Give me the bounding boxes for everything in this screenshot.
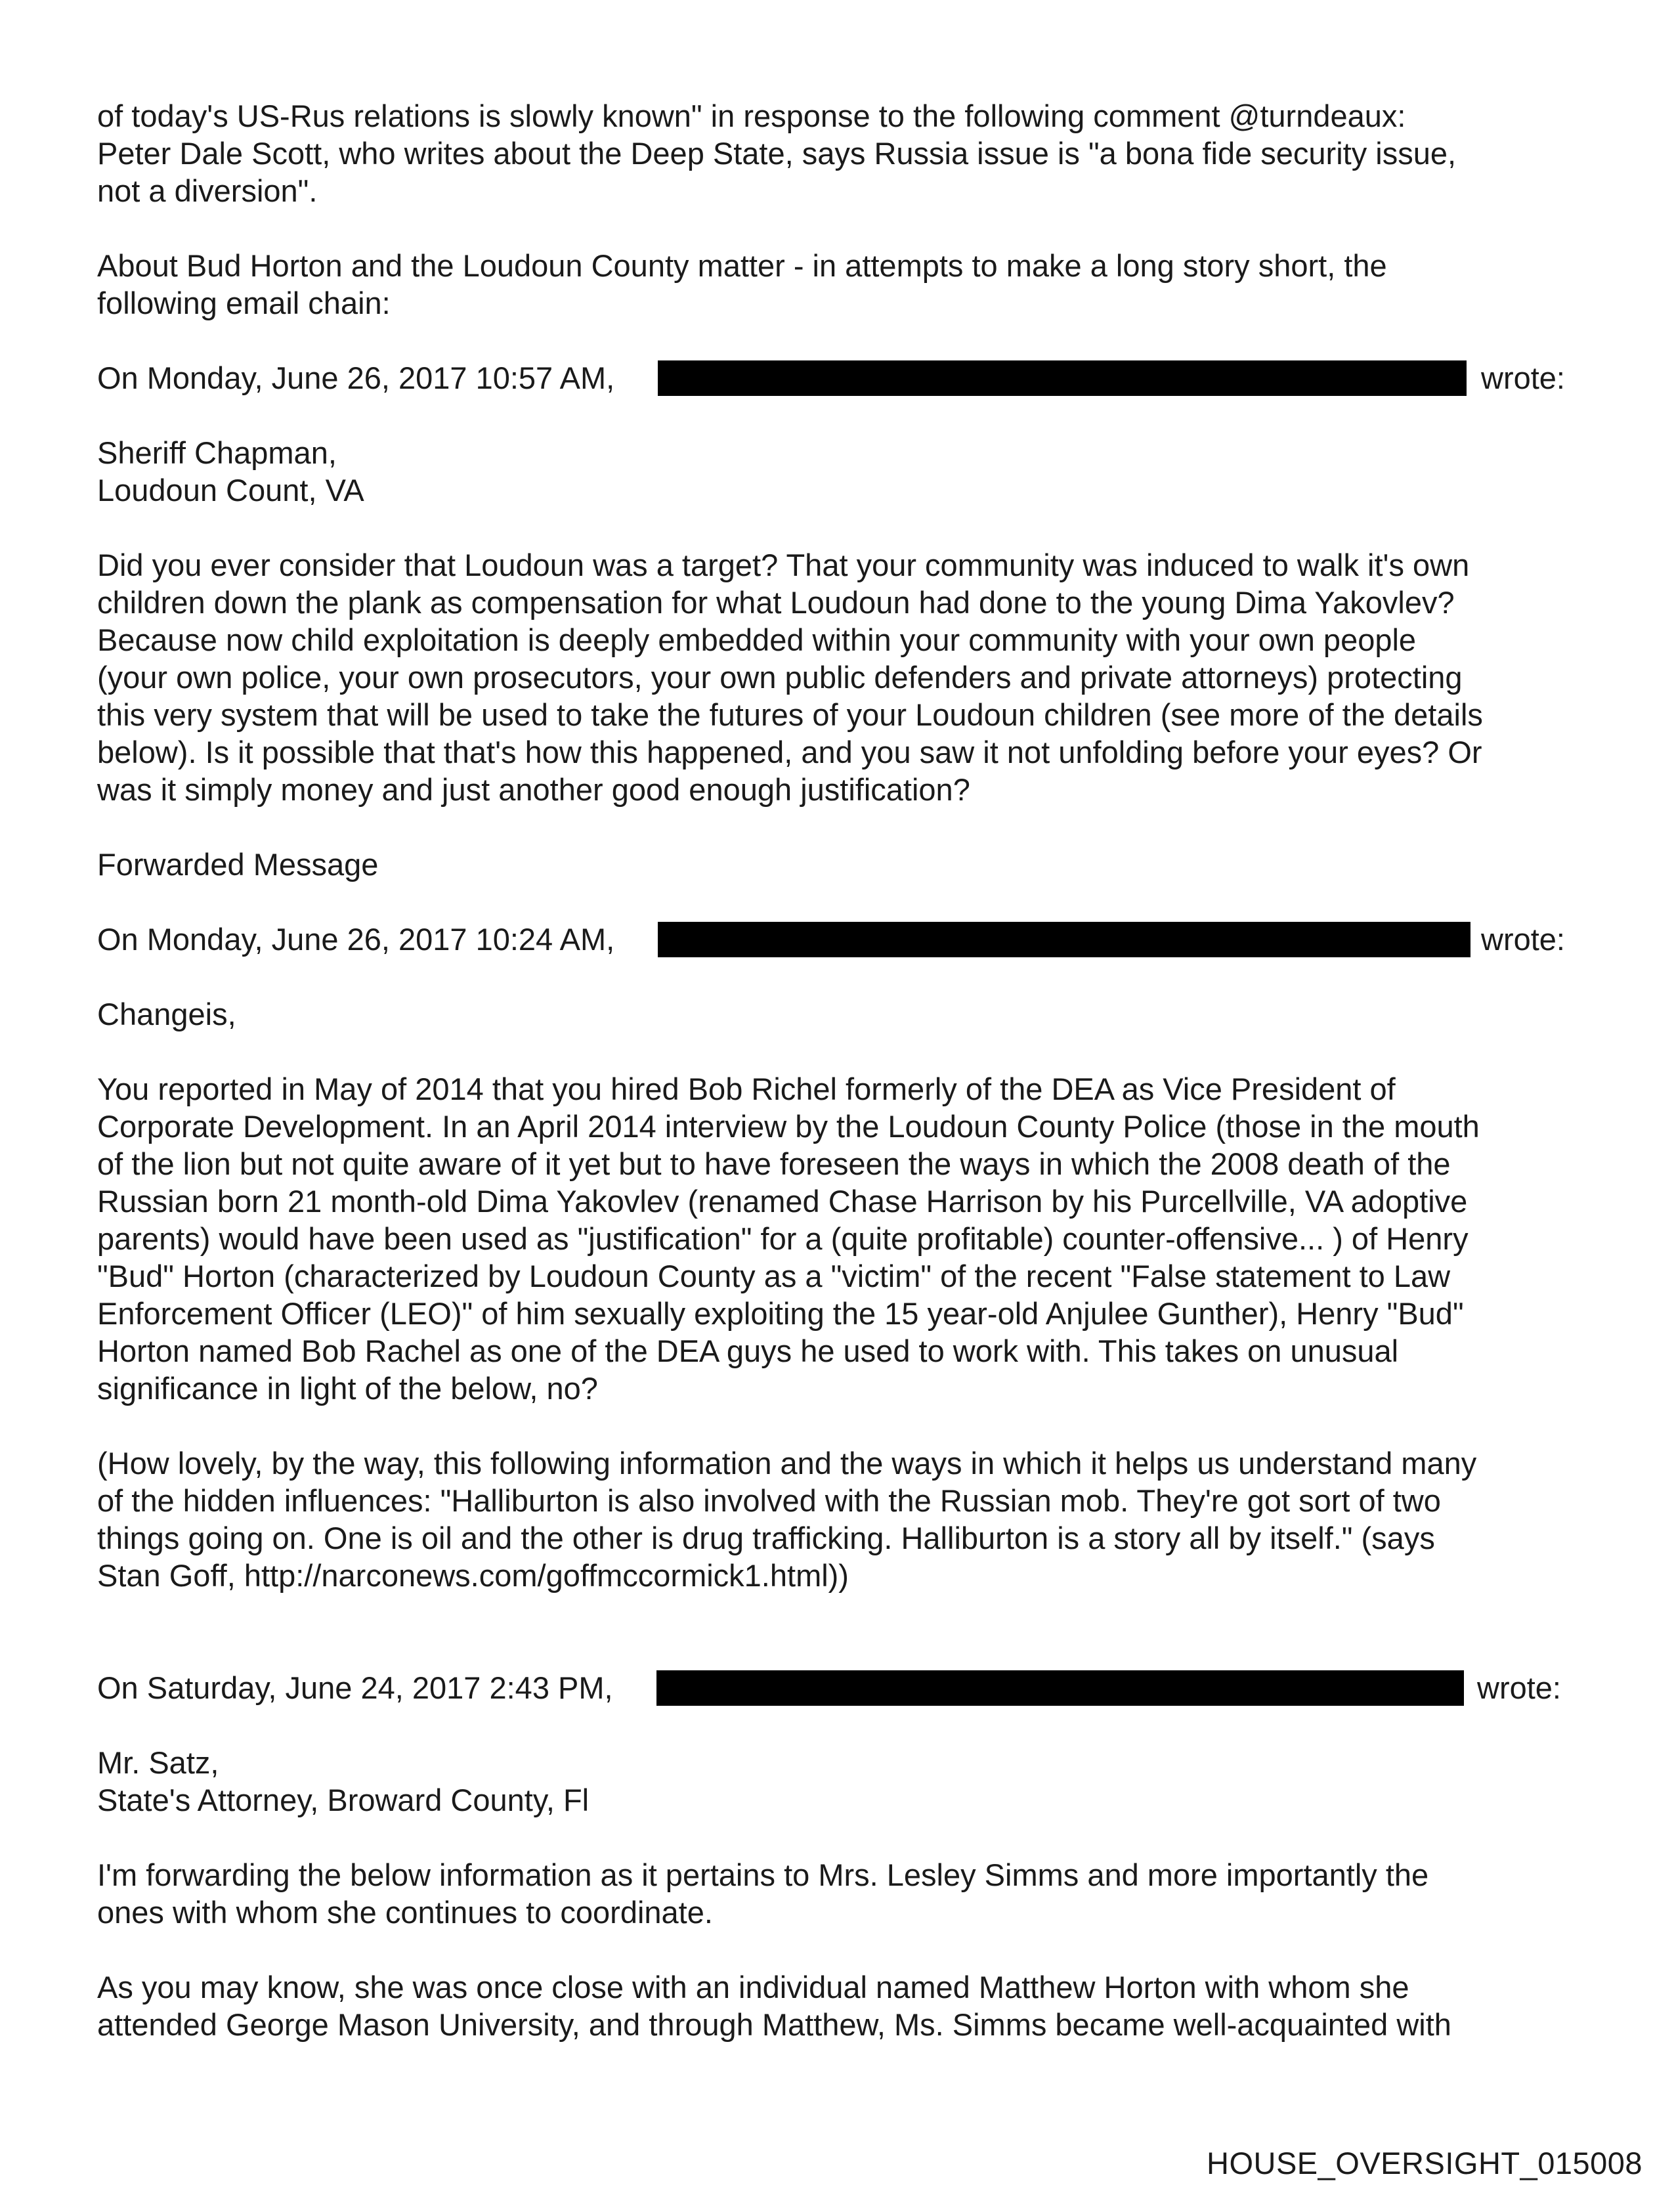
paragraph-bob-richel: You reported in May of 2014 that you hired Bob Richel formerly of the DEA as Vice President of Corporate Development. In an April 2014 interview by the Loudoun County Police (those in the mouth of the lion but not quite aware of it yet but to have foreseen the ways in which the 2008 death of the Russian born 21 month-old Dima Yakovlev (renamed Chase Harrison by his Purcellville, VA adoptive parents) would have been used as "justification" for a (quite profitable) counter-offensive... ) of Henry "Bud" Horton (characterized by Loudoun County as a "victim" of the recent "False statement to Law Enforcement Officer (LEO)" of him sexually exploiting the 15 year-old Anjulee Gunther), Henry "Bud" Horton named Bob Rachel as one of the DEA guys he used to work with. This takes on unusual significance in light of the below, no? [97, 1072, 1480, 1406]
paragraph-loudoun-target: Did you ever consider that Loudoun was a target? That your community was induced to walk it's own children down the plank as compensation for what Loudoun had done to the young Dima Yakovlev? Because now child exploitation is deeply embedded within your community with your own people (your own police, your own prosecutors, your own public defenders and private attorneys) protecting this very system that will be used to take the futures of your Loudoun children (see more of the details below). Is it possible that that's how this happened, and you saw it not unfolding before your eyes? Or was it simply money and just another good enough justification? [97, 548, 1483, 807]
paragraph-bud-horton: About Bud Horton and the Loudoun County matter - in attempts to make a long story short, the following email chain: [97, 248, 1387, 320]
email-header-2-date: On Monday, June 26, 2017 10:24 AM, [97, 922, 615, 957]
email-header-2 [97, 921, 1574, 958]
paragraph-intro: of today's US-Rus relations is slowly known" in response to the following comment @turndeaux: Peter Dale Scott, who writes about the Deep State, says Russia issue is "a bona fide security issue, not a diversion". [97, 98, 1457, 208]
email-header-3-wrote: wrote: [1477, 1670, 1561, 1705]
redaction-bar [658, 922, 1470, 957]
paragraph-sheriff-salutation: Sheriff Chapman, Loudoun Count, VA [97, 435, 364, 508]
paragraph-satz-salutation: Mr. Satz, State's Attorney, Broward County, Fl [97, 1745, 590, 1817]
paragraph-halliburton: (How lovely, by the way, this following information and the ways in which it helps us understand many of the hidden influences: "Halliburton is also involved with the Russian mob. They're got sort of two things going on. One is oil and the other is drug trafficking. Halliburton is a story all by itself." (says Stan Goff, http://narconews.com/goffmccormick1.html)) [97, 1446, 1477, 1593]
email-header-1-date: On Monday, June 26, 2017 10:57 AM, [97, 360, 615, 395]
document-body [97, 97, 1574, 2081]
redaction-bar [658, 360, 1467, 396]
redaction-bar [656, 1670, 1464, 1706]
email-header-2-wrote: wrote: [1481, 922, 1565, 957]
spacer [97, 1632, 1574, 1669]
paragraph-changeis-salutation: Changeis, [97, 997, 236, 1031]
paragraph-forwarded-message: Forwarded Message [97, 847, 379, 882]
bates-number: HOUSE_OVERSIGHT_015008 [1207, 2146, 1643, 2180]
email-header-3-date: On Saturday, June 24, 2017 2:43 PM, [97, 1670, 613, 1705]
email-header-3 [97, 1669, 1574, 1706]
paragraph-lesley-simms: I'm forwarding the below information as it pertains to Mrs. Lesley Simms and more importantly the ones with whom she continues to coordinate. [97, 1857, 1429, 1930]
email-header-1-wrote: wrote: [1481, 360, 1565, 395]
email-header-1 [97, 359, 1574, 397]
paragraph-matthew-horton: As you may know, she was once close with an individual named Matthew Horton with whom she attended George Mason University, and through Matthew, Ms. Simms became well-acquainted with [97, 1970, 1451, 2042]
